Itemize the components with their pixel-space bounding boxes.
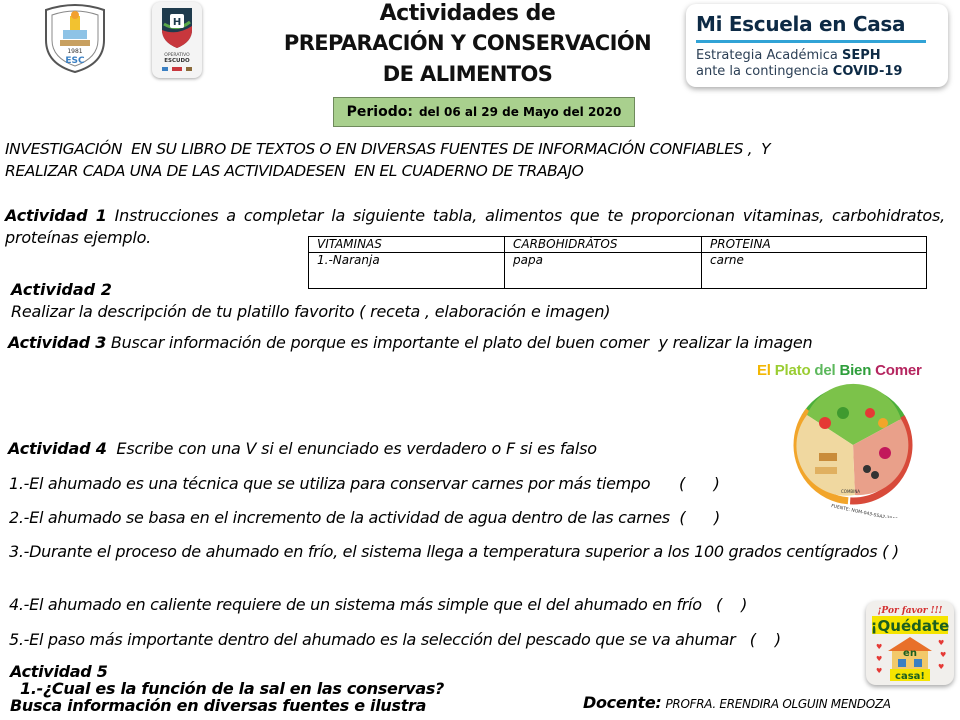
svg-text:ESC: ESC [65, 56, 85, 66]
mec-subtitle-2: ante la contingencia COVID-19 [696, 64, 903, 79]
teacher-name: PROFRA. ERENDIRA OLGUIN MENDOZA [665, 697, 891, 711]
svg-text:OPERATIVO: OPERATIVO [164, 53, 190, 58]
period-value: del 06 al 29 de Mayo del 2020 [418, 105, 622, 119]
operativo-escudo-logo [152, 2, 202, 78]
activity-5-instruction: Busca información en diversas fuentes e ilustra [10, 696, 427, 715]
activity-2-text: Realizar la descripción de tu platillo favorito ( receta , elaboración e imagen) [11, 302, 611, 321]
svg-text:¡Quédate: ¡Quédate [870, 617, 950, 635]
table-cell: 1.-Naranja [309, 253, 505, 289]
svg-text:ESCUDO: ESCUDO [164, 58, 190, 64]
activity-5-heading: Actividad 5 [10, 662, 108, 681]
true-false-question-3: 3.-Durante el proceso de ahumado en frío, el sistema llega a temperatura superior a los 100 grados centígrados ( ) [9, 542, 899, 561]
title-line-3: DE ALIMENTOS [382, 62, 553, 86]
table-row [309, 253, 927, 289]
school-crest-logo [38, 2, 112, 74]
true-false-question-2: 2.-El ahumado se basa en el incremento de la actividad de agua dentro de las carnes ( ) [9, 508, 720, 527]
activity-3 [8, 332, 812, 354]
intro-line-2: REALIZAR CADA UNA DE LAS ACTIVIDADESEN EN EL CUADERNO DE TRABAJO [5, 162, 584, 180]
period-banner [333, 97, 635, 127]
svg-text:COMBINA: COMBINA [841, 489, 861, 494]
table-header-vitaminas: VITAMINAS [309, 237, 505, 253]
plato-del-bien-comer-image [775, 383, 945, 518]
title-line-2: PREPARACIÓN Y CONSERVACIÓN [283, 31, 652, 55]
title-line-1: Actividades de [379, 1, 556, 26]
activity-1-heading: Actividad 1 [5, 206, 107, 225]
intro-instructions [5, 138, 955, 182]
period-label: Periodo: [346, 104, 413, 120]
svg-text:♥: ♥ [940, 651, 947, 659]
svg-text:♥: ♥ [876, 655, 883, 663]
document-title [270, 0, 665, 90]
svg-text:casa!: casa! [895, 671, 925, 682]
svg-text:¡Por favor !!!: ¡Por favor !!! [877, 606, 943, 616]
table-header-row [309, 237, 927, 253]
table-header-carbohidratos: CARBOHIDRÁTOS [505, 237, 702, 253]
svg-text:H: H [172, 17, 182, 28]
activity-5-question: 1.-¿Cual es la función de la sal en las conservas? [20, 679, 445, 698]
activity-5 [10, 663, 444, 714]
activity-4-text: Escribe con una V si el enunciado es verdadero o F si es falso [106, 439, 597, 458]
activity-3-text: Buscar información de porque es importante el plato del buen comer y realizar la imagen [106, 333, 813, 352]
activity-4 [8, 438, 597, 460]
svg-text:♥: ♥ [938, 639, 945, 647]
teacher-credit [583, 693, 891, 714]
table-header-proteina: PROTEINA [702, 237, 927, 253]
mec-title: Mi Escuela en Casa [696, 12, 906, 36]
mec-subtitle-1: Estrategia Académica SEPH [696, 48, 881, 63]
svg-text:♥: ♥ [876, 667, 883, 675]
svg-text:FUENTE: NOM-043-SSA2-2012: FUENTE: NOM-043-SSA2-2012 [830, 504, 899, 518]
svg-text:♥: ♥ [876, 643, 883, 651]
plate-title: El Plato del Bien Comer [757, 362, 922, 379]
true-false-question-4: 4.-El ahumado en caliente requiere de un sistema más simple que el del ahumado en frío ( ) [9, 595, 748, 614]
activity-3-heading: Actividad 3 [8, 333, 107, 352]
quedate-en-casa-badge [866, 601, 954, 685]
teacher-label: Docente: [583, 693, 662, 712]
nutrients-table [308, 236, 927, 289]
svg-text:en: en [903, 648, 917, 659]
true-false-question-1: 1.-El ahumado es una técnica que se utiliza para conservar carnes por más tiempo ( ) [9, 474, 720, 493]
mi-escuela-en-casa-logo [686, 4, 948, 87]
intro-line-1: INVESTIGACIÓN EN SU LIBRO DE TEXTOS O EN DIVERSAS FUENTES DE INFORMACIÓN CONFIABLES , Y [5, 140, 771, 158]
true-false-question-5: 5.-El paso más importante dentro del ahumado es la selección del pescado que se va ahumar ( ) [9, 630, 781, 649]
svg-text:1981: 1981 [67, 48, 83, 55]
activity-4-heading: Actividad 4 [8, 439, 107, 458]
table-cell: papa [505, 253, 702, 289]
table-cell: carne [702, 253, 927, 289]
activity-1-text: Instrucciones a completar la siguiente tabla, alimentos que te proporcionan vitaminas, carbohidratos, proteínas ejemplo. [5, 206, 945, 247]
mec-divider [696, 40, 926, 43]
svg-text:♥: ♥ [938, 663, 945, 671]
activity-2-heading: Actividad 2 [11, 280, 112, 299]
